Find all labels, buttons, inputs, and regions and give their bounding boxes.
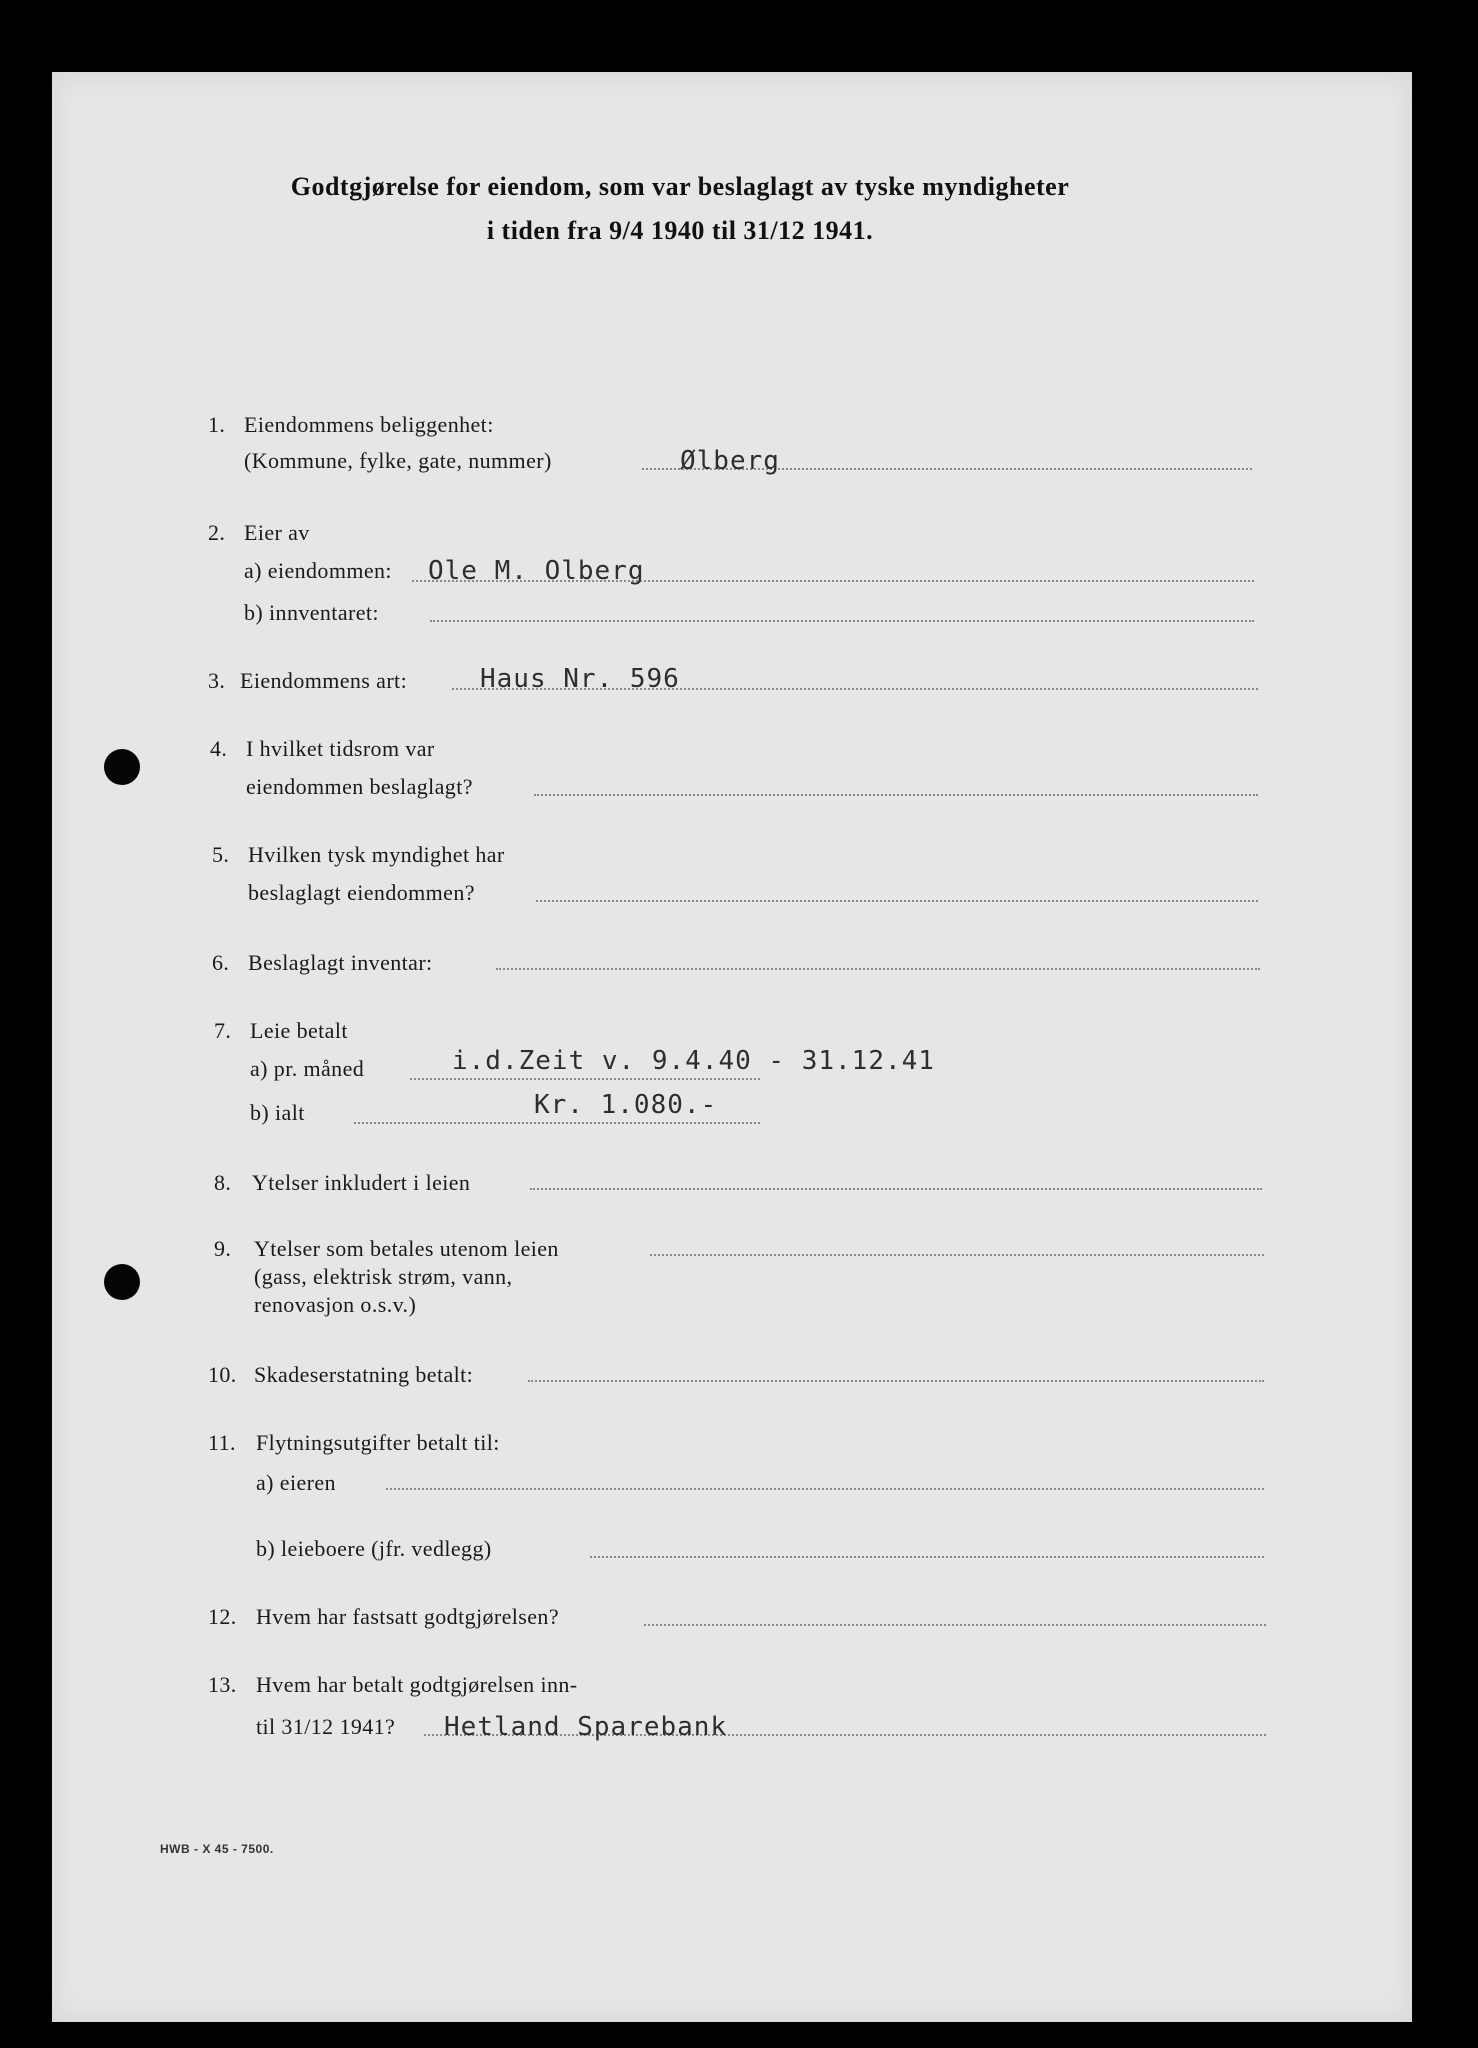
q1-answer: Ølberg xyxy=(680,446,780,476)
q11a-answer-line xyxy=(386,1488,1264,1490)
q9-label: Ytelser som betales utenom leien xyxy=(254,1236,559,1261)
q5-label: Hvilken tysk myndighet har xyxy=(248,842,505,867)
q3-number: 3. xyxy=(208,668,226,693)
q7b-label: b) ialt xyxy=(250,1100,305,1125)
q8-number: 8. xyxy=(214,1170,232,1195)
q3-label: Eiendommens art: xyxy=(240,668,408,693)
q3-answer: Haus Nr. 596 xyxy=(480,664,680,694)
q11b-answer-line xyxy=(590,1556,1264,1558)
q7a-answer: i.d.Zeit v. 9.4.40 - 31.12.41 xyxy=(452,1046,935,1076)
q2-label: Eier av xyxy=(244,520,310,545)
q11b-label: b) leieboere (jfr. vedlegg) xyxy=(256,1536,492,1561)
form-title-line-1: Godtgjørelse for eiendom, som var beslaglagt av tyske myndigheter xyxy=(290,172,1070,201)
q7b-answer: Kr. 1.080.- xyxy=(534,1090,718,1120)
q11-number: 11. xyxy=(208,1430,236,1455)
q5-answer-line xyxy=(536,900,1258,902)
q5-number: 5. xyxy=(212,842,230,867)
q7a-label: a) pr. måned xyxy=(250,1056,365,1081)
q13-answer: Hetland Sparebank xyxy=(444,1712,728,1742)
q8-label: Ytelser inkludert i leien xyxy=(252,1170,471,1195)
q4-sublabel: eiendommen beslaglagt? xyxy=(246,774,473,799)
q10-label: Skadeserstatning betalt: xyxy=(254,1362,474,1387)
q12-answer-line xyxy=(644,1624,1266,1626)
q11-label: Flytningsutgifter betalt til: xyxy=(256,1430,500,1455)
q6-label: Beslaglagt inventar: xyxy=(248,950,433,975)
q6-number: 6. xyxy=(212,950,230,975)
q2b-answer-line xyxy=(430,620,1254,622)
form-title-line-2: i tiden fra 9/4 1940 til 31/12 1941. xyxy=(486,216,874,245)
q2a-label: a) eiendommen: xyxy=(244,558,392,583)
q9-sublabel-1: (gass, elektrisk strøm, vann, xyxy=(254,1264,513,1289)
q6-answer-line xyxy=(496,968,1260,970)
q2b-label: b) innventaret: xyxy=(244,600,379,625)
q7b-answer-line xyxy=(354,1122,760,1124)
punch-hole-top xyxy=(104,749,140,785)
q7-label: Leie betalt xyxy=(250,1018,348,1043)
q4-label: I hvilket tidsrom var xyxy=(246,736,435,761)
q7a-answer-line xyxy=(410,1078,760,1080)
q1-sublabel: (Kommune, fylke, gate, nummer) xyxy=(244,448,552,473)
q2-number: 2. xyxy=(208,520,226,545)
q1-label: Eiendommens beliggenhet: xyxy=(244,412,494,437)
q11a-label: a) eieren xyxy=(256,1470,336,1495)
q9-sublabel-2: renovasjon o.s.v.) xyxy=(254,1292,417,1317)
q10-answer-line xyxy=(528,1380,1264,1382)
q2a-answer: Ole M. Olberg xyxy=(428,556,645,586)
form-print-code: HWB - X 45 - 7500. xyxy=(160,1842,274,1856)
q12-number: 12. xyxy=(208,1604,237,1629)
q10-number: 10. xyxy=(208,1362,237,1387)
q9-answer-line xyxy=(650,1254,1264,1256)
q12-label: Hvem har fastsatt godtgjørelsen? xyxy=(256,1604,559,1629)
q13-sublabel: til 31/12 1941? xyxy=(256,1714,396,1739)
q4-answer-line xyxy=(534,794,1258,796)
punch-hole-bottom xyxy=(104,1264,140,1300)
q13-label: Hvem har betalt godtgjørelsen inn- xyxy=(256,1672,578,1697)
q8-answer-line xyxy=(530,1188,1262,1190)
q5-sublabel: beslaglagt eiendommen? xyxy=(248,880,475,905)
q7-number: 7. xyxy=(214,1018,232,1043)
q1-number: 1. xyxy=(208,412,226,437)
q9-number: 9. xyxy=(214,1236,232,1261)
q4-number: 4. xyxy=(210,736,228,761)
q13-number: 13. xyxy=(208,1672,237,1697)
